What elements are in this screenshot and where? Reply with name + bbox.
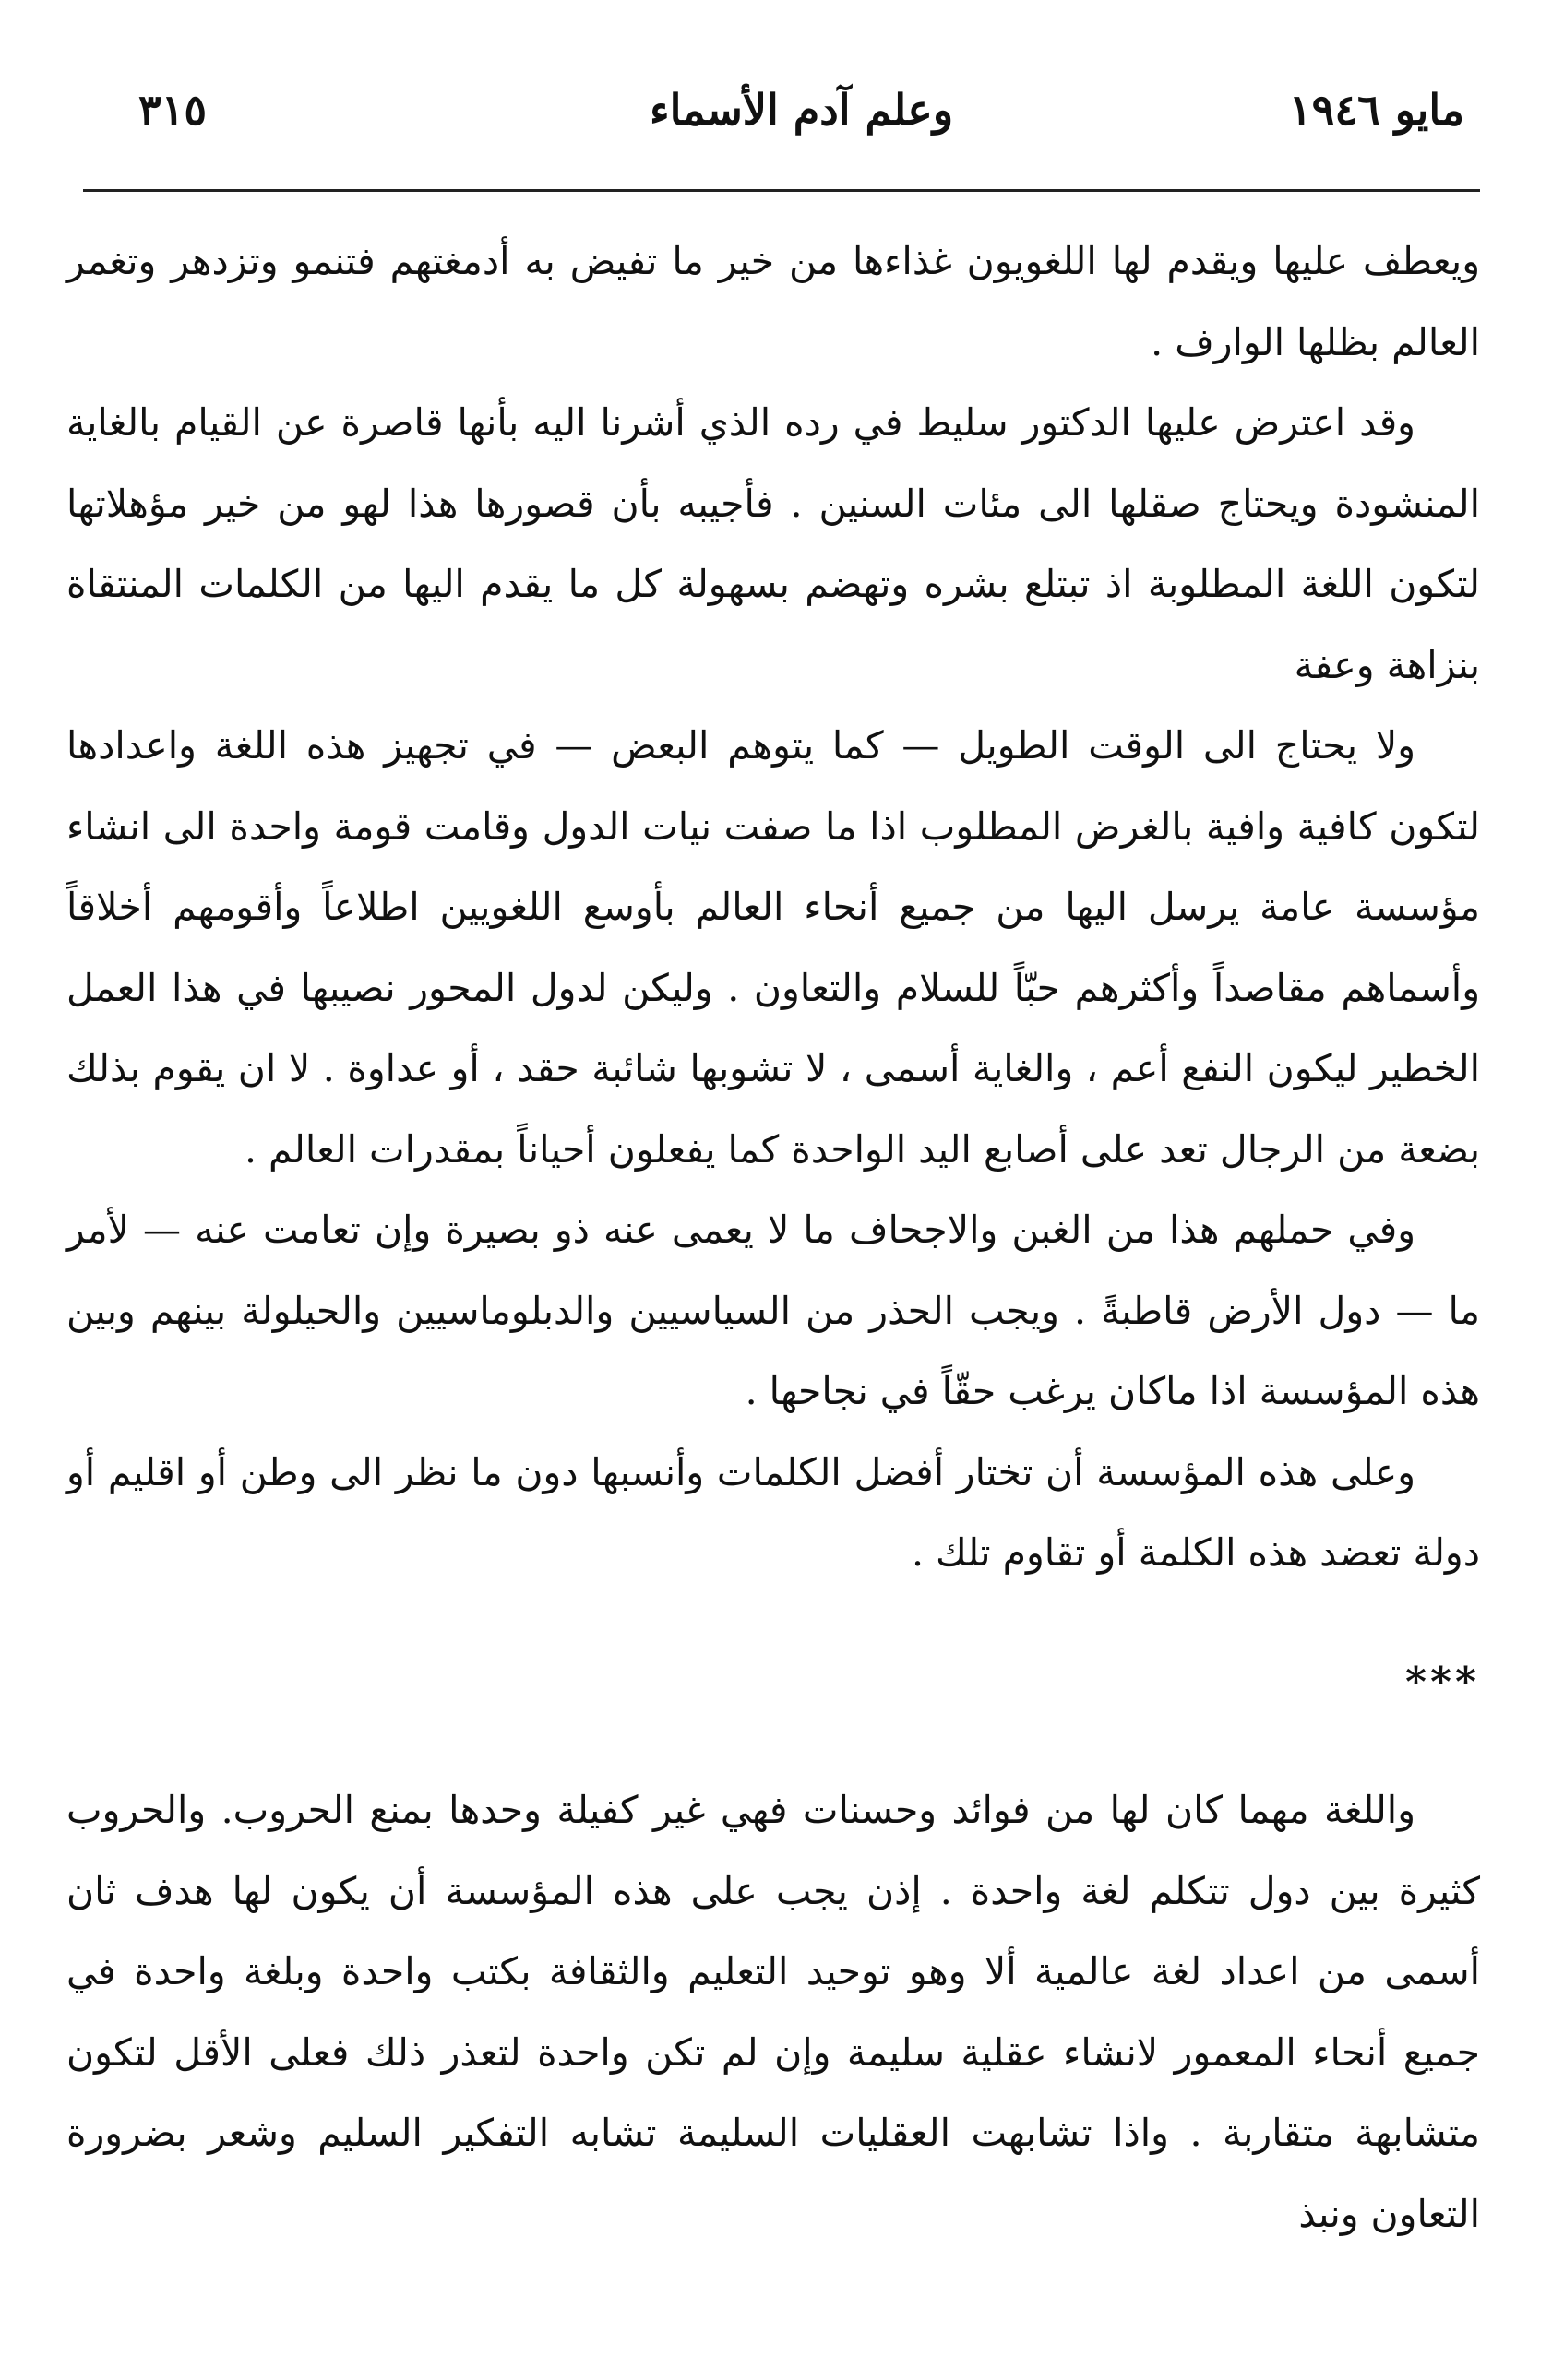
page-header [138, 85, 1464, 149]
paragraph: ولا يحتاج الى الوقت الطويل — كما يتوهم البعض — في تجهيز هذه اللغة واعدادها لتكون كافية وافية بالغرض المطلوب اذا ما صفت نيات الدول وقامت قومة واحدة الى انشاء مؤسسة عامة يرسل اليها من جميع أنحاء العالم بأوسع اللغويين اطلاعاً وأقومهم أخلاقاً وأسماهم مقاصداً وأكثرهم حبّاً للسلام والتعاون . وليكن لدول المحور نصيبها في هذا العمل الخطير ليكون النفع أعم ، والغاية أسمى ، لا تشوبها شائبة حقد ، أو عداوة . لا ان يقوم بذلك بضعة من الرجال تعد على أصابع اليد الواحدة كما يفعلون أحياناً بمقدرات العالم . [66, 723, 1481, 1172]
header-rule [83, 189, 1480, 192]
section-divider: *** [1404, 1658, 1480, 1706]
paragraph: وفي حملهم هذا من الغبن والاجحاف ما لا يعمى عنه ذو بصيرة وإن تعامت عنه — لأمر ما — دول الأرض قاطبةً . ويجب الحذر من السياسيين والدبلوماسيين والحيلولة بينهم وبين هذه المؤسسة اذا ماكان يرغب حقّاً في نجاحها . [66, 1208, 1480, 1413]
running-title: وعلم آدم الأسماء [649, 85, 954, 135]
paragraph: وقد اعترض عليها الدكتور سليط في رده الذي أشرنا اليه بأنها قاصرة عن القيام بالغاية المنشودة ويحتاج صقلها الى مئات السنين . فأجيبه بأن قصورها هذا لهو من خير مؤهلاتها لتكون اللغة المطلوبة اذ تبتلع بشره وتهضم بسهولة كل ما يقدم اليها من الكلمات المنتقاة بنزاهة وعفة [66, 400, 1480, 687]
paragraph: وعلى هذه المؤسسة أن تختار أفضل الكلمات وأنسبها دون ما نظر الى وطن أو اقليم أو دولة تعضد هذه الكلمة أو تقاوم تلك . [66, 1449, 1480, 1575]
paragraph: واللغة مهما كان لها من فوائد وحسنات فهي غير كفيلة وحدها بمنع الحروب. والحروب كثيرة بين دول تتكلم لغة واحدة . إذن يجب على هذه المؤسسة أن يكون لها هدف ثان أسمى من اعداد لغة عالمية ألا وهو توحيد التعليم والثقافة بكتب واحدة وبلغة واحدة في جميع أنحاء المعمور لانشاء عقلية سليمة وإن لم تكن واحدة لتعذر ذلك فعلى الأقل لتكون متشابهة متقاربة . واذا تشابهت العقليات السليمة تشابه التفكير السليم وشعر بضرورة التعاون ونبذ [66, 1788, 1480, 2236]
article-body [66, 221, 1480, 2255]
page-number: ٣١٥ [138, 85, 208, 135]
paragraph: ويعطف عليها ويقدم لها اللغويون غذاءها من خير ما تفيض به أدمغتهم فتنمو وتزدهر وتغمر العالم بظلها الوارف . [66, 239, 1480, 364]
issue-date: مايو ١٩٤٦ [1288, 85, 1464, 135]
